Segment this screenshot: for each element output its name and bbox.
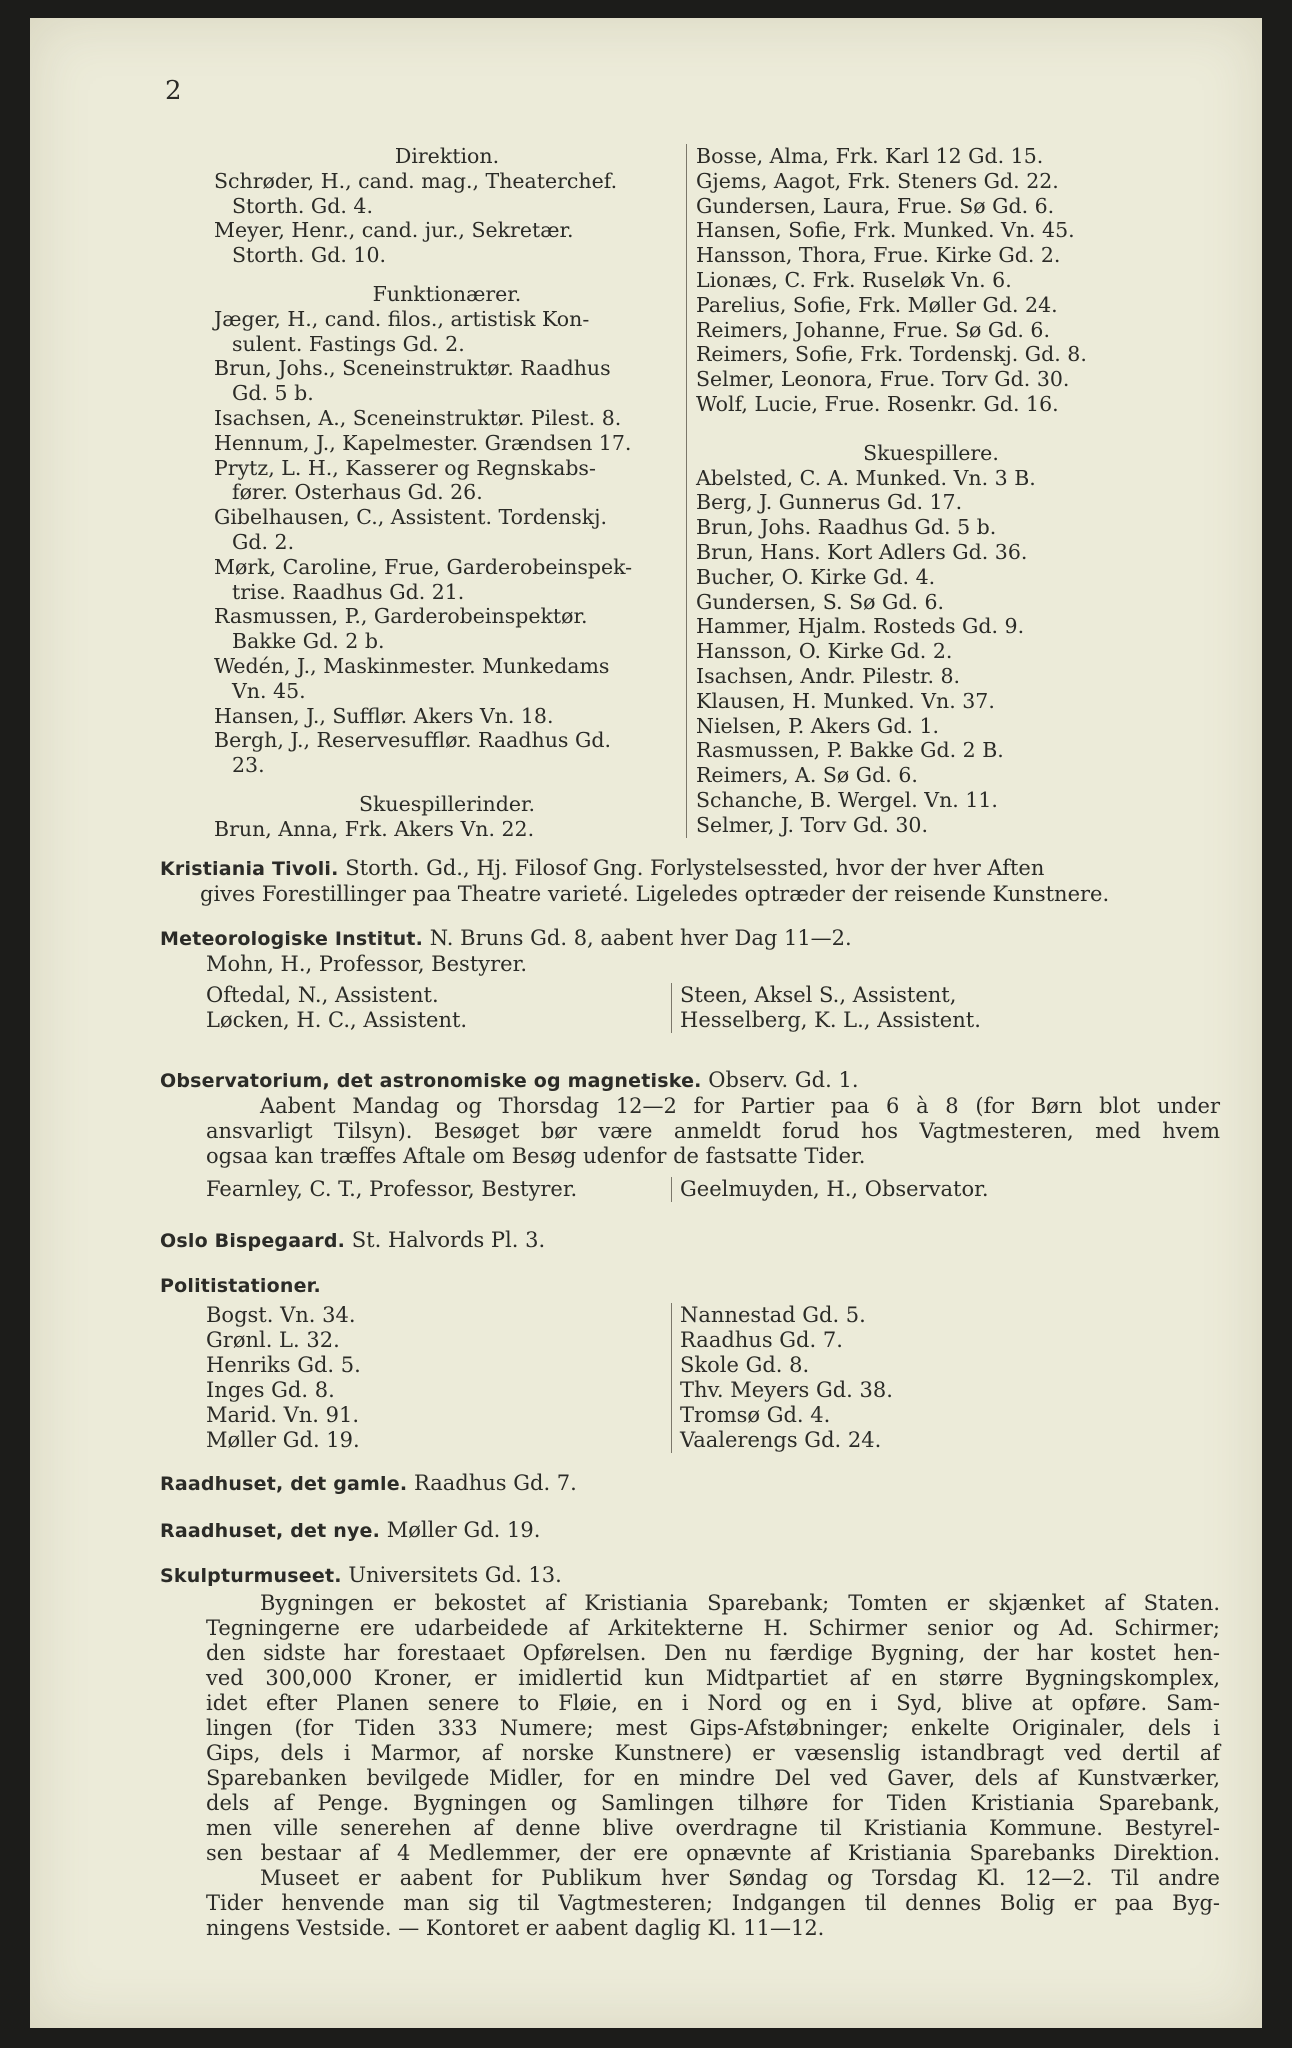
meteorologiske-address: N. Bruns Gd. 8, aabent hver Dag 11—2. [429, 926, 852, 950]
list-item: Nannestad Gd. 5. [680, 1303, 866, 1327]
list-item: Abelsted, C. A. Munked. Vn. 3 B. [696, 465, 1036, 490]
raadhuset-nye-heading: Raadhuset, det nye. [160, 1520, 381, 1542]
list-item: Hansen, J., Sufflør. Akers Vn. 18. [214, 703, 554, 728]
text-line: Aabent Mandag og Thorsdag 12—2 for Partier paa 6 à 8 (for Børn blot under [260, 1094, 1220, 1118]
meteorologiske-staff [160, 983, 1220, 1033]
text-line: den sidste har forestaaet Opførelsen. Den nu færdige Bygning, der har kostet hen- [206, 1641, 1220, 1665]
raadhuset-nye-entry [160, 1518, 1220, 1544]
list-item: trise. Raadhus Gd. 21. [232, 579, 465, 604]
text-line: Bygningen er bekostet af Kristiania Sparebank; Tomten er skjænket af Staten. [260, 1591, 1220, 1615]
list-item: 23. [232, 753, 265, 778]
raadhuset-gamle-heading: Raadhuset, det gamle. [160, 1473, 408, 1495]
list-item: Gibelhausen, C., Assistent. Tordenskj. [214, 505, 608, 530]
list-item: Schrøder, H., cand. mag., Theaterchef. [214, 168, 618, 193]
skuespillere-heading: Skuespillere. [863, 440, 999, 465]
list-item: Vaalerengs Gd. 24. [680, 1428, 882, 1452]
text-line: men ville senerehen af denne blive overdragne til Kristiania Kommune. Bestyrel- [206, 1816, 1220, 1840]
politistationer-entry [160, 1274, 1220, 1453]
raadhuset-gamle-address: Raadhus Gd. 7. [413, 1471, 577, 1495]
list-item: Meyer, Henr., cand. jur., Sekretær. [214, 218, 574, 243]
text-line: Gips, dels i Marmor, af norske Kunstnere) er væsenslig istandbragt ved dertil af [206, 1741, 1220, 1765]
text-line: ved 300,000 Kroner, er imidlertid kun Midtpartiet af en større Bygningskomplex, [206, 1666, 1220, 1690]
list-item: Parelius, Sofie, Frk. Møller Gd. 24. [696, 292, 1058, 317]
text-line: Tegningerne ere udarbeidede af Arkitekterne H. Schirmer senior og Ad. Schirmer; [206, 1616, 1220, 1640]
list-item: Vn. 45. [232, 678, 306, 703]
list-item: Møller Gd. 19. [206, 1428, 360, 1452]
list-item: sulent. Fastings Gd. 2. [232, 331, 465, 356]
list-item: Rasmussen, P. Bakke Gd. 2 B. [696, 738, 1004, 763]
list-item: Grønl. L. 32. [206, 1328, 340, 1352]
skuespillere-list [696, 466, 1166, 838]
list-item: Gd. 2. [232, 529, 295, 554]
list-item: Tromsø Gd. 4. [680, 1403, 831, 1427]
list-item: Bogst. Vn. 34. [206, 1303, 356, 1327]
list-item: Isachsen, A., Sceneinstruktør. Pilest. 8. [214, 405, 622, 430]
tivoli-heading: Kristiania Tivoli. [160, 858, 339, 880]
meteorologiske-head-person: Mohn, H., Professor, Bestyrer. [206, 952, 527, 976]
text-line: ansvarligt Tilsyn). Besøget bør være anmeldt forud hos Vagtmesteren, med hvem [206, 1119, 1220, 1143]
list-item: Hansson, Thora, Frue. Kirke Gd. 2. [696, 243, 1061, 268]
observatorium-staff [160, 1177, 1220, 1202]
funktionaerer-list [214, 307, 680, 778]
list-item: Steen, Aksel S., Assistent, [680, 983, 957, 1007]
list-item: Hammer, Hjalm. Rosteds Gd. 9. [696, 614, 1025, 639]
text-line: Sparebanken bevilgede Midler, for en mindre Del ved Gaver, dels af Kunstværker, [206, 1766, 1220, 1790]
list-item: Brun, Anna, Frk. Akers Vn. 22. [214, 816, 535, 841]
bispegaard-heading: Oslo Bispegaard. [160, 1230, 346, 1252]
list-item: Løcken, H. C., Assistent. [206, 1008, 468, 1032]
list-item: Gundersen, S. Sø Gd. 6. [696, 589, 945, 614]
list-item: Oftedal, N., Assistent. [206, 983, 439, 1007]
observatorium-text [160, 1094, 1220, 1169]
direktion-heading: Direktion. [394, 144, 500, 168]
funktionaerer-heading: Funktionærer. [372, 281, 522, 306]
right-column [686, 144, 1166, 838]
text-line: ogsaa kan træffes Aftale om Besøg udenfor de fastsatte Tider. [206, 1144, 866, 1168]
politistationer-heading: Politistationer. [160, 1275, 321, 1297]
page-number: 2 [165, 76, 182, 106]
list-item: Rasmussen, P., Garderobeinspektør. [214, 604, 588, 629]
skulpturmuseet-heading: Skulpturmuseet. [160, 1565, 342, 1587]
list-item: Inges Gd. 8. [206, 1378, 335, 1402]
observatorium-entry [160, 1068, 1220, 1202]
skuespillerinder-heading: Skuespillerinder. [358, 791, 536, 816]
bispegaard-entry [160, 1228, 1220, 1254]
skulpturmuseet-address: Universitets Gd. 13. [348, 1563, 562, 1587]
politistationer-list [160, 1303, 1220, 1453]
list-item: Hennum, J., Kapelmester. Grændsen 17. [214, 430, 632, 455]
tivoli-line-1: Storth. Gd., Hj. Filosof Gng. Forlystelsessted, hvor der hver Aften [345, 856, 1045, 880]
list-item: Selmer, J. Torv Gd. 30. [696, 812, 928, 837]
observatorium-heading: Observatorium, det astronomiske og magnetiske. [160, 1070, 702, 1092]
document-page [30, 18, 1262, 2028]
list-item: Wolf, Lucie, Frue. Rosenkr. Gd. 16. [696, 391, 1059, 416]
meteorologiske-heading: Meteorologiske Institut. [160, 928, 424, 950]
text-line: dels af Penge. Bygningen og Samlingen tilhøre for Tiden Kristiania Sparebank, [206, 1791, 1220, 1815]
list-item: Nielsen, P. Akers Gd. 1. [696, 713, 940, 738]
list-item: Raadhus Gd. 7. [680, 1328, 843, 1352]
raadhuset-gamle-entry [160, 1471, 1220, 1497]
list-item: Storth. Gd. 4. [232, 193, 373, 218]
list-item: Hansen, Sofie, Frk. Munked. Vn. 45. [696, 218, 1075, 243]
list-item: Brun, Johs., Sceneinstruktør. Raadhus [214, 356, 611, 381]
list-item: Brun, Hans. Kort Adlers Gd. 36. [696, 539, 1028, 564]
list-item: Bucher, O. Kirke Gd. 4. [696, 564, 936, 589]
list-item: Skole Gd. 8. [680, 1353, 810, 1377]
list-item: Thv. Meyers Gd. 38. [680, 1378, 893, 1402]
list-item: Hansson, O. Kirke Gd. 2. [696, 639, 953, 664]
list-item: Wedén, J., Maskinmester. Munkedams [214, 653, 610, 678]
list-item: Reimers, A. Sø Gd. 6. [696, 763, 918, 788]
list-item: Klausen, H. Munked. Vn. 37. [696, 688, 995, 713]
list-item: Bosse, Alma, Frk. Karl 12 Gd. 15. [696, 144, 1044, 168]
text-line: Museet er aabent for Publikum hver Søndag og Torsdag Kl. 12—2. Til andre [260, 1866, 1220, 1890]
list-item: Lionæs, C. Frk. Ruseløk Vn. 6. [696, 267, 1012, 292]
list-item: fører. Osterhaus Gd. 26. [232, 480, 483, 505]
list-item: Hesselberg, K. L., Assistent. [680, 1008, 981, 1032]
text-line: lingen (for Tiden 333 Numere; mest Gips-Afstøbninger; enkelte Originaler, dels i [206, 1716, 1220, 1740]
list-item: Marid. Vn. 91. [206, 1403, 360, 1427]
list-item: Prytz, L. H., Kasserer og Regnskabs- [214, 455, 596, 480]
raadhuset-nye-address: Møller Gd. 19. [386, 1518, 541, 1542]
list-item: Fearnley, C. T., Professor, Bestyrer. [206, 1177, 578, 1201]
list-item: Bakke Gd. 2 b. [232, 629, 385, 654]
list-item: Mørk, Caroline, Frue, Garderobeinspek- [214, 554, 633, 579]
list-item: Reimers, Sofie, Frk. Tordenskj. Gd. 8. [696, 342, 1087, 367]
list-item: Jæger, H., cand. filos., artistisk Kon- [214, 306, 590, 331]
text-line: ningens Vestside. — Kontoret er aabent daglig Kl. 11—12. [206, 1916, 825, 1940]
list-item: Gundersen, Laura, Frue. Sø Gd. 6. [696, 193, 1055, 218]
list-item: Henriks Gd. 5. [206, 1353, 361, 1377]
skulpturmuseet-entry [160, 1563, 1220, 1941]
list-item: Storth. Gd. 10. [232, 243, 387, 268]
list-item: Berg, J. Gunnerus Gd. 17. [696, 490, 963, 515]
meteorologiske-entry [160, 926, 1220, 1033]
list-item: Reimers, Johanne, Frue. Sø Gd. 6. [696, 317, 1050, 342]
list-item: Schanche, B. Wergel. Vn. 11. [696, 787, 998, 812]
skulpturmuseet-text [160, 1591, 1220, 1941]
bispegaard-address: St. Halvords Pl. 3. [351, 1228, 546, 1252]
direktion-list [214, 169, 680, 268]
list-item: Bergh, J., Reservesufflør. Raadhus Gd. [214, 728, 611, 753]
tivoli-line-2: gives Forestillinger paa Theatre varieté. Ligeledes optræder der reisende Kunstnere. [200, 882, 1110, 906]
text-line: idet efter Planen senere to Fløie, en i Nord og en i Syd, blive at opføre. Sam- [206, 1691, 1220, 1715]
list-item: Geelmuyden, H., Observator. [671, 1177, 989, 1202]
list-item: Selmer, Leonora, Frue. Torv Gd. 30. [696, 367, 1070, 392]
list-item: Brun, Johs. Raadhus Gd. 5 b. [696, 515, 997, 540]
observatorium-address: Observ. Gd. 1. [708, 1068, 859, 1092]
list-item: Gd. 5 b. [232, 381, 314, 406]
list-item: Gjems, Aagot, Frk. Steners Gd. 22. [696, 168, 1059, 193]
actresses-list [696, 144, 1166, 417]
text-line: Tider henvende man sig til Vagtmesteren; Indgangen til dennes Bolig er paa Byg- [206, 1891, 1220, 1915]
left-column [214, 144, 680, 842]
list-item: Isachsen, Andr. Pilestr. 8. [696, 663, 961, 688]
text-line: sen bestaar af 4 Medlemmer, der ere opnævnte af Kristiania Sparebanks Direktion. [206, 1841, 1220, 1865]
tivoli-entry [160, 856, 1220, 907]
